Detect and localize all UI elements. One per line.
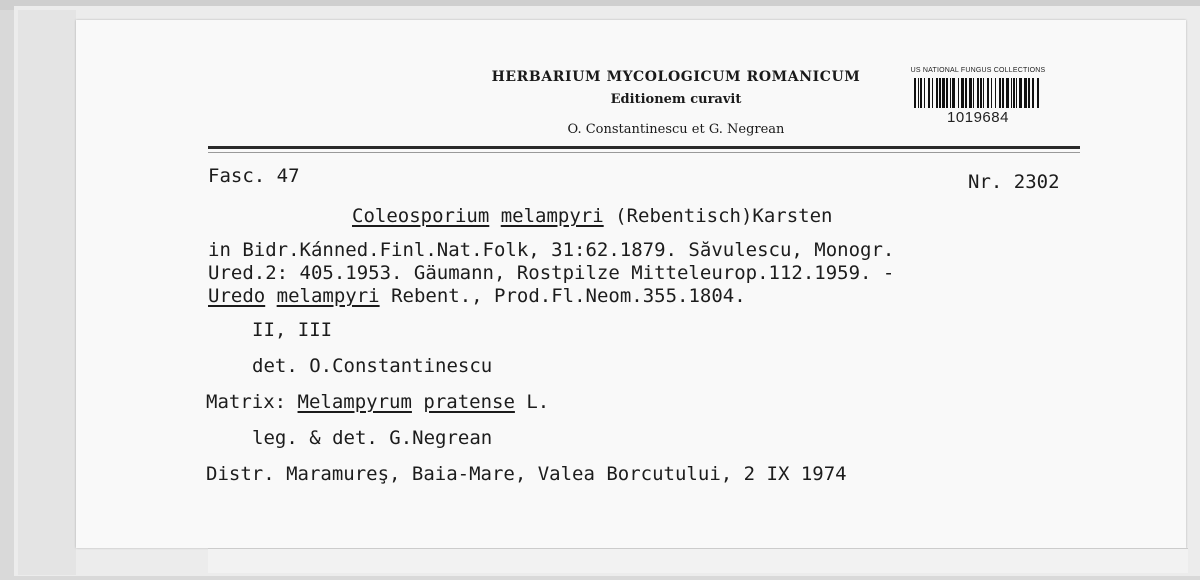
- taxon-epithet: melampyri: [500, 205, 604, 227]
- label-bottom-edge: [208, 548, 1188, 573]
- matrix: [206, 390, 549, 414]
- barcode-bar: [1028, 78, 1030, 108]
- barcode-bar: [977, 78, 979, 108]
- barcode-bar: [1019, 78, 1022, 108]
- barcode-bar: [1037, 78, 1039, 108]
- barcode-bar: [939, 78, 941, 108]
- barcode-bar: [987, 78, 989, 108]
- barcode-bar: [995, 78, 996, 108]
- barcode-bar: [965, 78, 967, 108]
- catalog-number: 1019684: [947, 109, 1009, 126]
- barcode-bar: [946, 78, 948, 108]
- taxon-name: [352, 204, 832, 228]
- taxon-authority: (Rebentisch)Karsten: [615, 205, 833, 227]
- synonym-epithet: melampyri: [276, 285, 380, 307]
- barcode-bar: [918, 78, 919, 108]
- collector: leg. & det. G.Negrean: [252, 427, 493, 449]
- barcode-bar: [928, 78, 930, 108]
- barcode-bar: [952, 78, 955, 108]
- barcode-bar: [973, 78, 974, 108]
- header-divider-thin: [208, 152, 1080, 153]
- editors: O. Constantinescu et G. Negrean: [567, 122, 785, 137]
- citation-line-2: Ured.2: 405.1953. Gäumann, Rostpilze Mitteleurop.112.1959. -: [208, 262, 895, 284]
- matrix-genus: Melampyrum: [297, 391, 412, 413]
- barcode-bar: [1006, 78, 1009, 108]
- fascicle: Fasc. 47: [208, 165, 300, 187]
- synonym-genus: Uredo: [208, 285, 266, 307]
- barcode-bar: [1002, 78, 1004, 108]
- barcode-sticker: [906, 66, 1050, 128]
- label-header: [470, 64, 882, 148]
- matrix-prefix: Matrix:: [206, 391, 287, 413]
- matrix-authority: L.: [526, 391, 550, 413]
- barcode-bar: [1024, 78, 1027, 108]
- barcode-bar: [932, 78, 933, 108]
- exsiccata-number: Nr. 2302: [968, 171, 1060, 193]
- barcode-bar: [936, 78, 938, 108]
- locality: Distr. Maramureş, Baia-Mare, Valea Borcutului, 2 IX 1974: [206, 463, 847, 485]
- barcode-bar: [914, 78, 916, 108]
- barcode-bar: [961, 78, 964, 108]
- barcode-bar: [958, 78, 959, 108]
- citation-line-1: in Bidr.Kánned.Finl.Nat.Folk, 31:62.1879. Săvulescu, Monogr.: [208, 239, 895, 261]
- header-divider: [208, 146, 1080, 149]
- barcode-bar: [924, 78, 925, 108]
- edition-note: Editionem curavit: [610, 92, 742, 107]
- barcode-bar: [942, 78, 945, 108]
- synonym-reference: Rebent., Prod.Fl.Neom.355.1804.: [391, 285, 746, 307]
- barcode-bar: [950, 78, 951, 108]
- barcode-bar: [1032, 78, 1034, 108]
- taxon-genus: Coleosporium: [352, 205, 490, 227]
- barcode-icon: [912, 78, 1044, 108]
- synonym: [208, 284, 746, 308]
- herbarium-title: HERBARIUM MYCOLOGICUM ROMANICUM: [491, 69, 861, 85]
- barcode-bar: [1016, 78, 1017, 108]
- spore-stages: II, III: [252, 319, 333, 341]
- barcode-bar: [1011, 78, 1012, 108]
- matrix-epithet: pratense: [423, 391, 515, 413]
- barcode-bar: [980, 78, 982, 108]
- sheet-left-margin: [18, 10, 76, 575]
- barcode-bar: [969, 78, 972, 108]
- barcode-bar: [999, 78, 1001, 108]
- barcode-bar: [920, 78, 922, 108]
- barcode-bar: [1013, 78, 1015, 108]
- barcode-caption: US NATIONAL FUNGUS COLLECTIONS: [910, 67, 1046, 74]
- barcode-bar: [983, 78, 984, 108]
- barcode-bar: [991, 78, 992, 108]
- determiner: det. O.Constantinescu: [252, 355, 493, 377]
